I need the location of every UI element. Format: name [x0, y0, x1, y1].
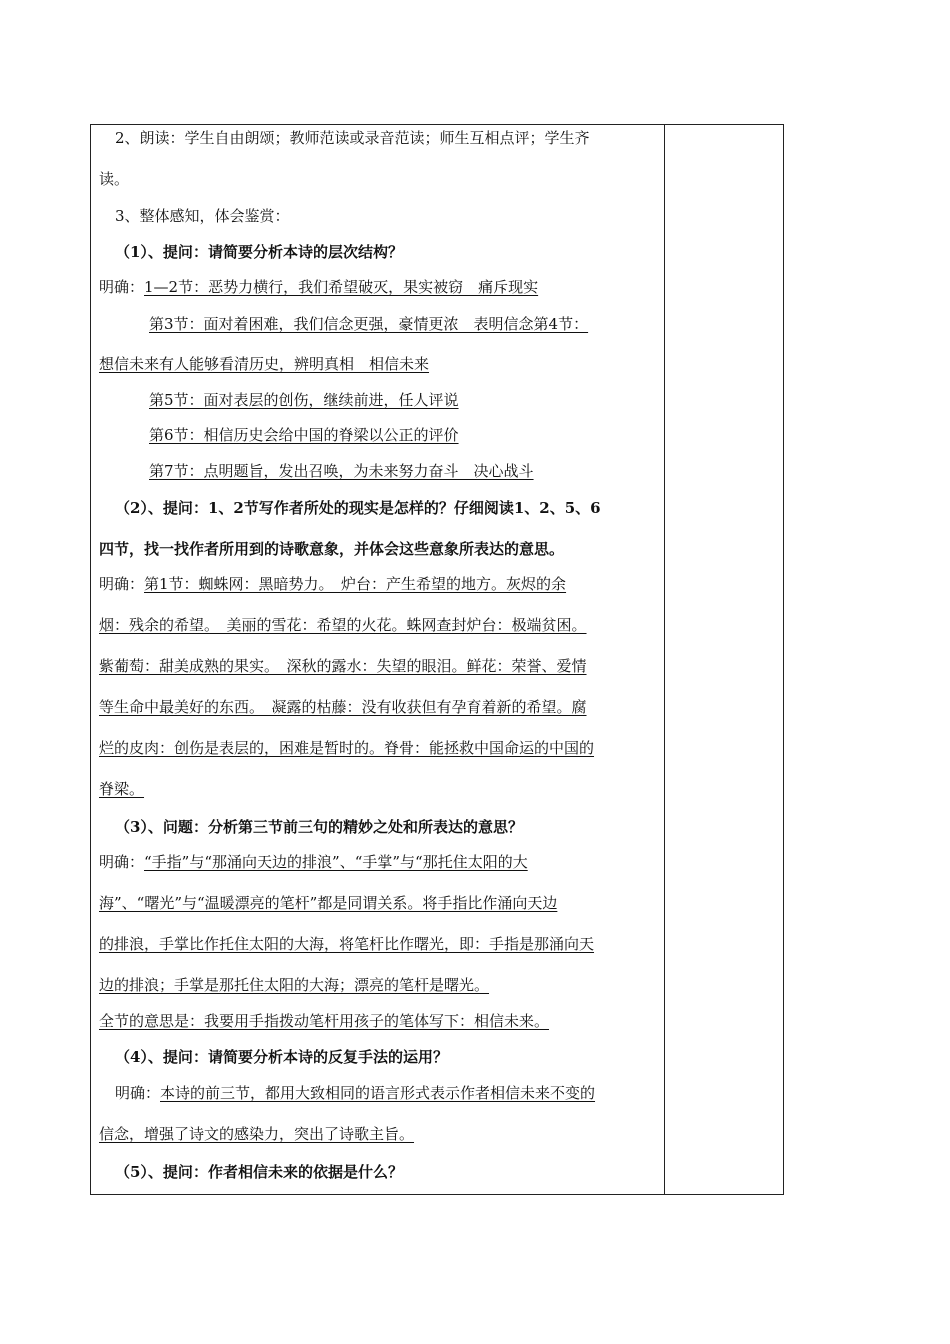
answer-line: 想信未来有人能够看清历史，辨明真相 相信未来	[99, 355, 430, 373]
answer-line: 明确：第1节：蜘蛛网：黑暗势力。 炉台：产生希望的地方。灰烬的余	[99, 575, 567, 593]
answer-line: 明确：1—2节：恶势力横行，我们希望破灭，果实被窃 痛斥现实	[99, 278, 539, 296]
question-heading: （5）、提问：作者相信未来的依据是什么？	[115, 1163, 403, 1181]
answer-line: 全节的意思是：我要用手指拨动笔杆用孩子的笔体写下：相信未来。	[99, 1012, 550, 1030]
answer-line: 海”、“曙光”与“温暖漂亮的笔杆”都是同谓关系。将手指比作涌向天边	[99, 894, 558, 912]
answer-line: 信念，增强了诗文的感染力，突出了诗歌主旨。	[99, 1125, 415, 1143]
answer-line: 第3节：面对着困难，我们信念更强，豪情更浓 表明信念第4节：	[149, 315, 589, 333]
question-heading: 四节，找一找作者所用到的诗歌意象，并体会这些意象所表达的意思。	[99, 540, 565, 558]
answer-line: 等生命中最美好的东西。 凝露的枯藤：没有收获但有孕育着新的希望。腐	[99, 698, 587, 716]
question-heading: （4）、提问：请简要分析本诗的反复手法的运用？	[115, 1048, 448, 1066]
answer-line: 边的排浪；手掌是那托住太阳的大海；漂亮的笔杆是曙光。	[99, 976, 490, 994]
answer-line: 烂的皮肉：创伤是表层的，困难是暂时的。脊骨：能拯救中国命运的中国的	[99, 739, 595, 757]
text-line: 2、朗读：学生自由朗颂；教师范读或录音范读；师生互相点评；学生齐	[115, 129, 590, 147]
question-heading: （2）、提问：1、2节写作者所处的现实是怎样的？仔细阅读1、2、5、6	[115, 499, 601, 517]
text-line: 3、整体感知，体会鉴赏：	[115, 207, 290, 225]
answer-line: 明确：本诗的前三节，都用大致相同的语言形式表示作者相信未来不变的	[115, 1084, 596, 1102]
answer-line: 明确：“手指”与“那涌向天边的排浪”、“手掌”与“那托住太阳的大	[99, 853, 528, 871]
answer-line: 烟：残余的希望。 美丽的雪花：希望的火花。蛛网查封炉台：极端贫困。	[99, 616, 587, 634]
question-heading: （1）、提问：请简要分析本诗的层次结构？	[115, 243, 403, 261]
answer-line: 第5节：面对表层的创伤，继续前进，任人评说	[149, 391, 459, 409]
text-line: 读。	[99, 170, 130, 188]
question-heading: （3）、问题：分析第三节前三句的精妙之处和所表达的意思？	[115, 818, 523, 836]
answer-line: 紫葡萄：甜美成熟的果实。 深秋的露水：失望的眼泪。鲜花：荣誉、爱情	[99, 657, 587, 675]
answer-line: 脊梁。	[99, 780, 145, 798]
answer-line: 第6节：相信历史会给中国的脊梁以公正的评价	[149, 426, 459, 444]
answer-line: 的排浪，手掌比作托住太阳的大海，将笔杆比作曙光，即：手指是那涌向天	[99, 935, 595, 953]
answer-line: 第7节：点明题旨，发出召唤，为未来努力奋斗 决心战斗	[149, 462, 534, 480]
table-column-divider	[664, 124, 665, 1195]
